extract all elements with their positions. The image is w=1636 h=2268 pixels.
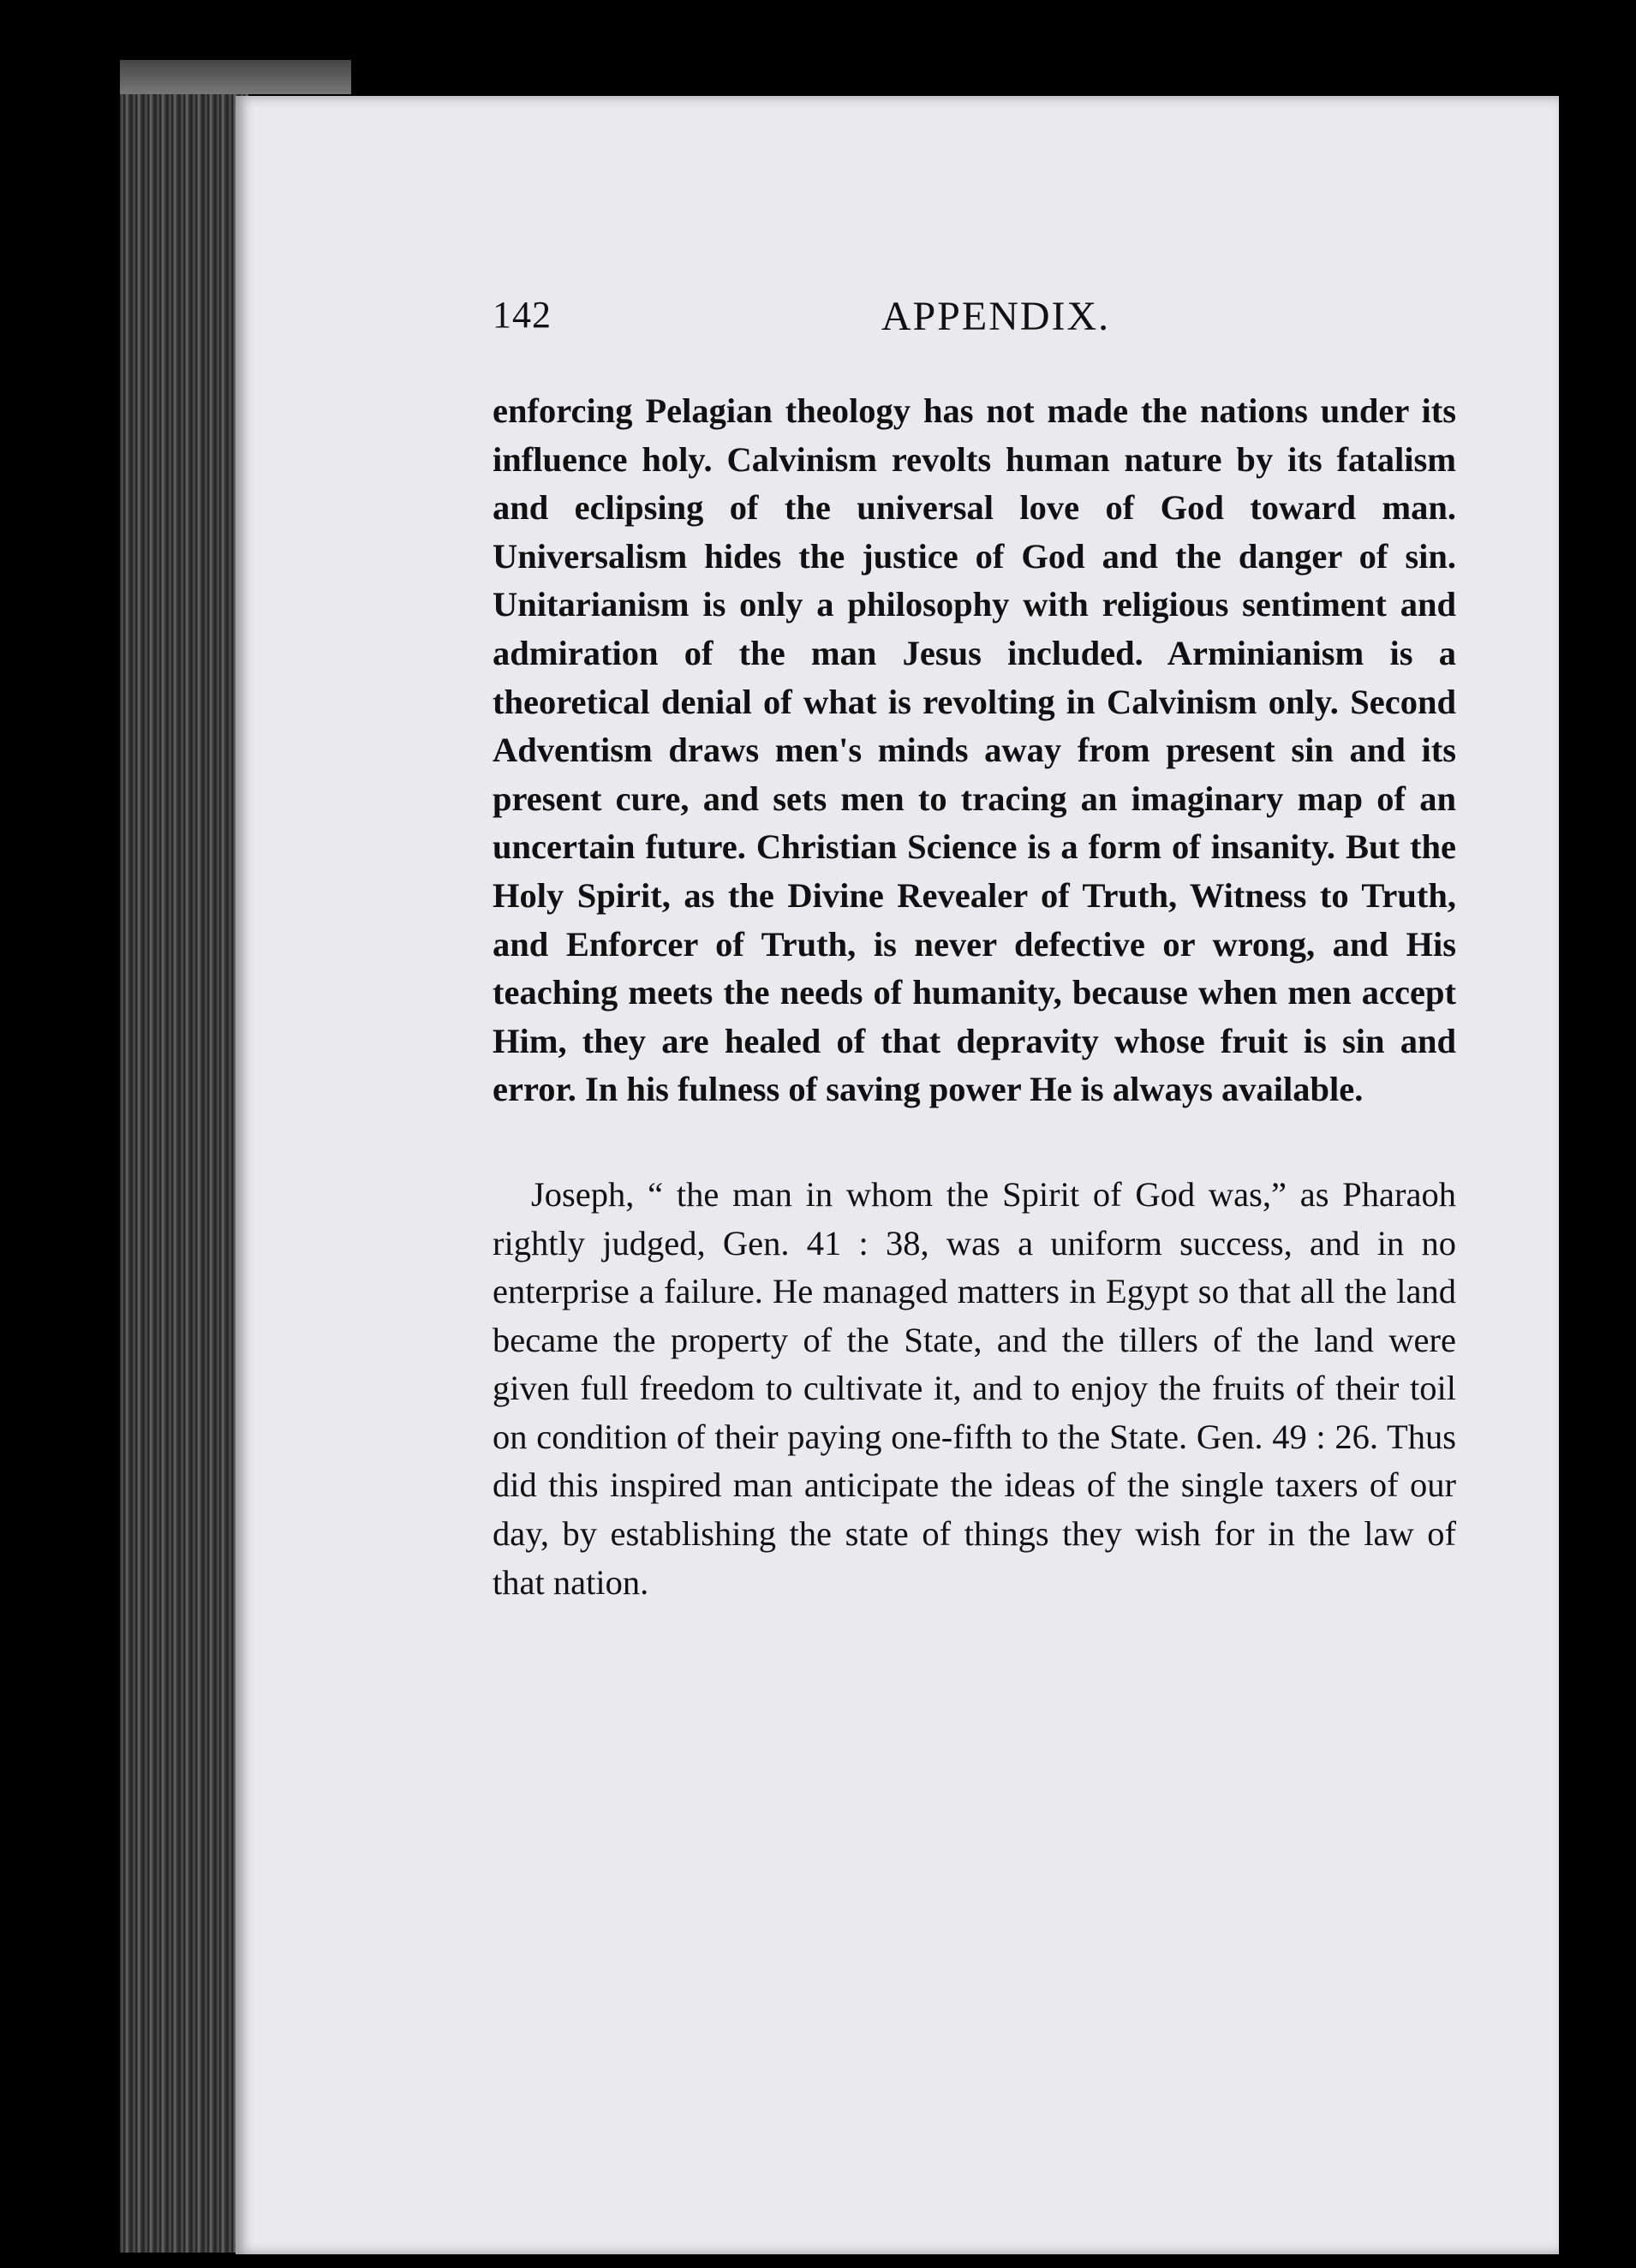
book-cover-edge xyxy=(120,60,351,94)
page-header xyxy=(493,293,1465,344)
page-number: 142 xyxy=(493,294,552,336)
paragraph: Joseph, “ the man in whom the Spirit of God was,” as Pharaoh rightly judged, Gen. 41 : 38, was a uniform success, and in no enterprise a failure. He managed matters in Egypt so that all the land became the property of the State, and the tillers of the land were given full freedom to cultivate it, and to enjoy the fruits of their toil on condition of their paying one-fifth to the State. Gen. 49 : 26. Thus did this inspired man anticipate the ideas of the single taxers of our day, by establishing the state of things they wish for in the law of that nation. xyxy=(493,1174,1456,1602)
running-head: APPENDIX. xyxy=(881,294,1111,339)
body-text xyxy=(493,387,1456,1607)
book-spine-edge xyxy=(120,60,248,2253)
paragraph: enforcing Pelagian theology has not made the nations under its influence holy. Calvinism revolts human nature by its fatalism and eclipsing of the universal love of God toward man. Universalism hides the justice of God and the danger of sin. Unitarianism is only a philosophy with religious sentiment and admiration of the man Jesus included. Arminianism is a theoretical denial of what is revolting in Calvinism only. Second Adventism draws men's minds away from present sin and its present cure, and sets men to tracing an imaginary map of an uncertain future. Christian Science is a form of insanity. But the Holy Spirit, as the Divine Revealer of Truth, Witness to Truth, and Enforcer of Truth, is never defective or wrong, and His teaching meets the needs of humanity, because when men accept Him, they are healed of that depravity whose fruit is sin and error. In his fulness of saving power He is always available. xyxy=(493,391,1456,1109)
